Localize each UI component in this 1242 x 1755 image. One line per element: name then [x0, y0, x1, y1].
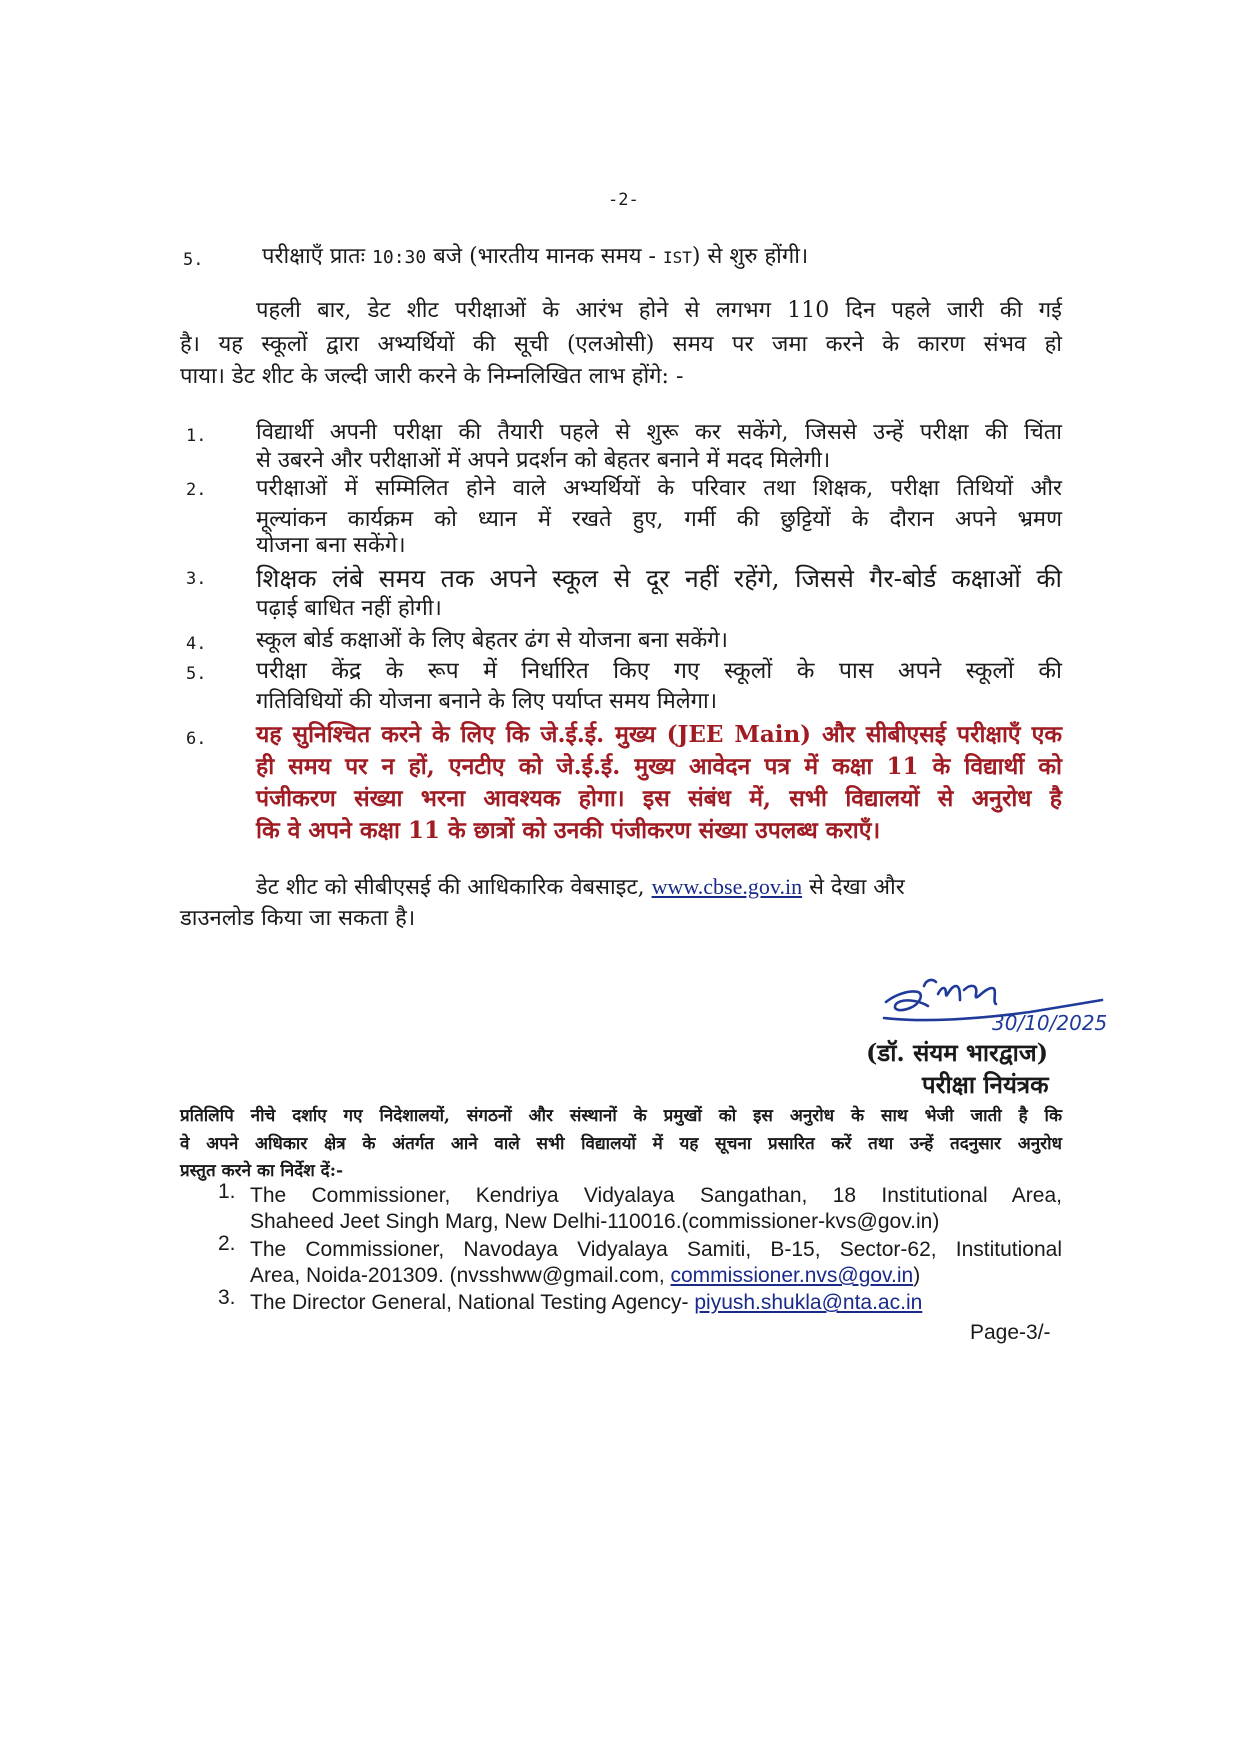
signatory-name: (डॉ. संयम भारद्वाज): [866, 1038, 1049, 1067]
ist-label: IST: [663, 248, 692, 267]
list-item-line: गतिविधियों की योजना बनाने के लिए पर्याप्त समय मिलेगा।: [256, 689, 718, 714]
copy-note-line: प्रस्तुत करने का निर्देश दें:-: [180, 1161, 344, 1181]
recipient-number: 3.: [218, 1286, 236, 1309]
list-item-line: परीक्षाओं में सम्मिलित होने वाले अभ्यर्थियों के परिवार तथा शिक्षक, परीक्षा तिथियों और: [256, 476, 1062, 501]
list-number: 3.: [186, 569, 207, 589]
copy-note-line: वे अपने अधिकार क्षेत्र के अंतर्गत आने वाले सभी विद्यालयों में यह सूचना प्रसारित करें तथा उन्हें तदनुसार अनुरोध: [180, 1134, 1062, 1154]
point-text-a: परीक्षाएँ प्रातः: [262, 244, 373, 269]
list-number: 1.: [186, 426, 207, 446]
list-number: 6.: [186, 729, 207, 749]
intro-line: है। यह स्कूलों द्वारा अभ्यर्थियों की सूची (एलओसी) समय पर जमा करने के कारण संभव हो: [180, 332, 1062, 357]
copy-note-line: प्रतिलिपि नीचे दर्शाए गए निदेशालयों, संगठनों और संस्थानों के प्रमुखों को इस अनुरोध के साथ भेजी जाती है कि: [180, 1106, 1062, 1126]
nta-email-link[interactable]: piyush.shukla@nta.ac.in: [694, 1291, 923, 1314]
list-item-line-highlight: पंजीकरण संख्या भरना आवश्यक होगा। इस संबंध में, सभी विद्यालयों से अनुरोध है: [256, 785, 1062, 812]
recipient-line: [250, 1261, 920, 1291]
website-line: डाउनलोड किया जा सकता है।: [180, 906, 416, 931]
list-item-line: पढ़ाई बाधित नहीं होगी।: [256, 596, 442, 621]
list-number: 4.: [186, 634, 207, 654]
point-text-c: ) से शुरु होंगी।: [691, 244, 809, 269]
recipient-number: 2.: [218, 1232, 236, 1255]
list-item-line: शिक्षक लंबे समय तक अपने स्कूल से दूर नहीं रहेंगे, जिससे गैर-बोर्ड कक्षाओं की: [256, 564, 1062, 593]
recipient-line: The Commissioner, Kendriya Vidyalaya Sangathan, 18 Institutional Area,: [250, 1184, 1062, 1207]
recipient-line: Shaheed Jeet Singh Marg, New Delhi-110016.(commissioner-kvs@gov.in): [250, 1210, 940, 1233]
point-text-b: बजे (भारतीय मानक समय -: [426, 244, 663, 269]
list-item-line: विद्यार्थी अपनी परीक्षा की तैयारी पहले से शुरू कर सकेंगे, जिससे उन्हें परीक्षा की चिंता: [256, 420, 1062, 445]
list-item-line: योजना बना सकेंगे।: [256, 533, 406, 558]
intro-line: पहली बार, डेट शीट परीक्षाओं के आरंभ होने से लगभग 110 दिन पहले जारी की गई: [256, 298, 1062, 323]
exam-time: 10:30: [372, 247, 427, 268]
recipient-line: [250, 1288, 922, 1318]
page-number: -2-: [608, 190, 639, 210]
recipient-number: 1.: [218, 1180, 236, 1203]
signatory-designation: परीक्षा नियंत्रक: [922, 1070, 1049, 1099]
point-text: [262, 242, 808, 273]
list-item-line-highlight: कि वे अपने कक्षा 11 के छात्रों को उनकी पंजीकरण संख्या उपलब्ध कराएँ।: [256, 817, 881, 844]
recipient-line: The Commissioner, Navodaya Vidyalaya Samiti, B-15, Sector-62, Institutional: [250, 1238, 1062, 1261]
list-item-line: से उबरने और परीक्षाओं में अपने प्रदर्शन को बेहतर बनाने में मदद मिलेगी।: [256, 448, 831, 473]
list-number: 2.: [186, 480, 207, 500]
website-text-b: से देखा और: [802, 875, 905, 900]
list-item-line-highlight: यह सुनिश्चित करने के लिए कि जे.ई.ई. मुख्य (JEE Main) और सीबीएसई परीक्षाएँ एक: [256, 721, 1062, 748]
list-item-line: मूल्यांकन कार्यक्रम को ध्यान में रखते हुए, गर्मी की छुट्टियों के दौरान अपने भ्रमण: [256, 507, 1062, 532]
handwritten-date: 30/10/2025: [992, 1011, 1108, 1035]
handwritten-signature: [880, 960, 1120, 1042]
list-item-line: स्कूल बोर्ड कक्षाओं के लिए बेहतर ढंग से योजना बना सकेंगे।: [256, 628, 728, 653]
cbse-website-link[interactable]: www.cbse.gov.in: [651, 874, 803, 899]
recipient-text: Area, Noida-201309. (nvsshww@gmail.com,: [250, 1264, 671, 1287]
next-page-indicator: Page-3/-: [970, 1321, 1051, 1344]
list-item-line-highlight: ही समय पर न हों, एनटीए को जे.ई.ई. मुख्य आवेदन पत्र में कक्षा 11 के विद्यार्थी को: [256, 753, 1062, 780]
point-number: 5.: [183, 250, 204, 270]
list-number: 5.: [186, 664, 207, 684]
list-item-line: परीक्षा केंद्र के रूप में निर्धारित किए गए स्कूलों के पास अपने स्कूलों की: [256, 658, 1062, 684]
nvs-email-link[interactable]: commissioner.nvs@gov.in: [670, 1264, 914, 1287]
website-line: [256, 872, 905, 903]
recipient-text: ): [913, 1264, 921, 1287]
website-text-a: डेट शीट को सीबीएसई की आधिकारिक वेबसाइट,: [256, 875, 652, 900]
recipient-text: The Director General, National Testing Agency-: [250, 1291, 695, 1314]
intro-line: पाया। डेट शीट के जल्दी जारी करने के निम्नलिखित लाभ होंगे: -: [180, 364, 684, 389]
